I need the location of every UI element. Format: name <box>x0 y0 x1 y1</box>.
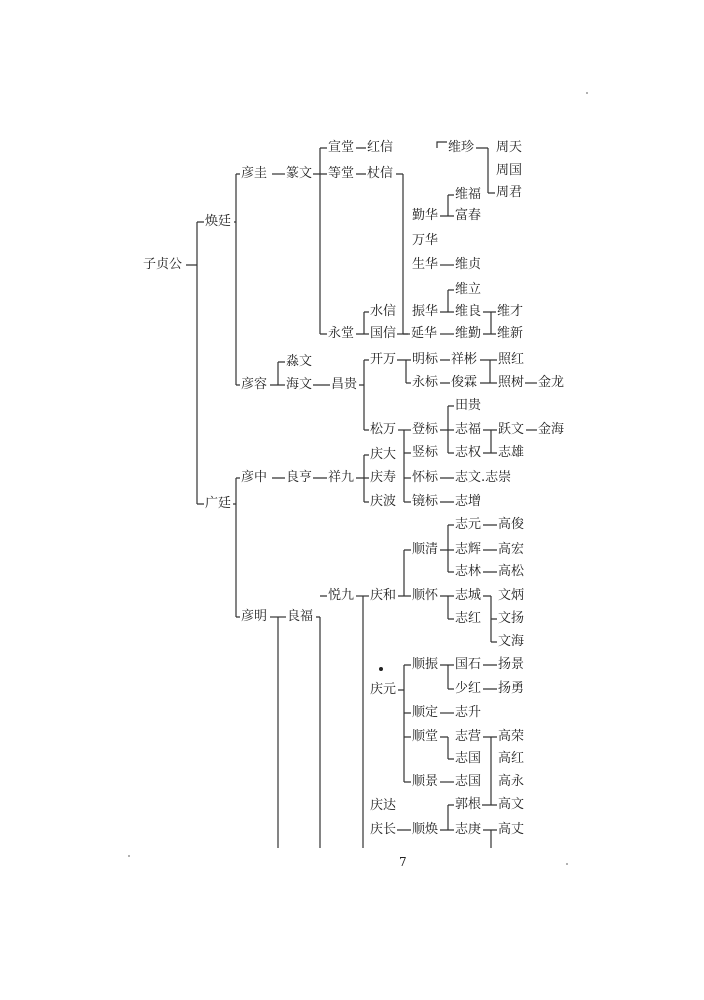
gen6-qingzhang: 庆长 <box>370 822 397 837</box>
gen8-guoshi: 国石 <box>455 657 482 672</box>
gen8-zhiwen-zhichong: 志文.志崇 <box>455 470 512 485</box>
gen6-qingda-a: 庆大 <box>370 447 397 462</box>
gen8-zhigeng: 志庚 <box>455 822 482 837</box>
gen4-liangheng: 良亨 <box>286 470 313 485</box>
gen4-haiwen: 海文 <box>286 377 313 392</box>
gen9-zhoujun: 周君 <box>496 185 523 200</box>
gen8-zhiguo-b: 志国 <box>455 774 482 789</box>
gen8-shaohong: 少红 <box>455 681 482 696</box>
gen7-mingbiao: 明标 <box>412 352 439 367</box>
gen8-zhisheng: 志升 <box>455 705 482 720</box>
gen3-yanzhong: 彦中 <box>241 470 268 485</box>
gen9-gaoyong: 高永 <box>498 774 525 789</box>
gen9-weixin: 维新 <box>497 326 524 341</box>
gen8-junlin: 俊霖 <box>451 375 478 390</box>
gen10-jinlong: 金龙 <box>538 375 565 390</box>
gen7-shunqing: 顺清 <box>412 542 439 557</box>
gen5-xuantang: 宣堂 <box>328 140 355 155</box>
gen7-shunhuan: 顺焕 <box>412 822 439 837</box>
gen8-zhiyuan: 志元 <box>455 517 482 532</box>
gen6-qingbo: 庆波 <box>370 494 397 509</box>
scan-speck <box>566 863 568 865</box>
gen8-weili: 维立 <box>455 282 482 297</box>
gen8-weizhen: 维珍 <box>448 140 475 155</box>
gen8-weifu: 维福 <box>455 187 482 202</box>
gen8-xiangbin: 祥彬 <box>451 352 478 367</box>
root-name: 子贞公 <box>143 257 183 272</box>
gen8-guogen: 郭根 <box>455 797 482 812</box>
gen7-dengbiao: 登标 <box>412 422 439 437</box>
page-number: 7 <box>399 855 407 869</box>
gen7-jianbiao: 竖标 <box>412 445 439 460</box>
scan-speck <box>128 855 130 857</box>
gen8-zhihong: 志红 <box>455 611 482 626</box>
gen8-zhizeng: 志增 <box>455 494 482 509</box>
gen9-gaosong: 高松 <box>498 564 525 579</box>
gen7-jingbiao: 镜标 <box>412 494 439 509</box>
gen7-huaibiao: 怀标 <box>412 470 439 485</box>
gen7-yongbiao: 永标 <box>412 375 439 390</box>
gen6-qingshou: 庆寿 <box>370 470 397 485</box>
gen9-weicai: 维才 <box>497 304 524 319</box>
gen9-zhaohong: 照红 <box>498 352 525 367</box>
gen9-gaowen: 高文 <box>498 797 525 812</box>
gen9-yuewen: 跃文 <box>498 422 525 437</box>
gen8-zhilin: 志林 <box>455 564 482 579</box>
gen9-zhouguo: 周国 <box>496 163 523 178</box>
gen9-gaohong2: 高红 <box>498 751 525 766</box>
gen6-qinghe: 庆和 <box>370 588 397 603</box>
gen9-zhixiong: 志雄 <box>498 445 525 460</box>
gen7-shuntang: 顺堂 <box>412 729 439 744</box>
gen8-zhihui: 志辉 <box>455 542 482 557</box>
gen9-wenhai: 文海 <box>498 634 525 649</box>
gen8-zhiying: 志营 <box>455 729 482 744</box>
gen9-zhoutian: 周天 <box>496 140 523 155</box>
gen2-huanting: 焕廷 <box>205 214 232 229</box>
ink-dot <box>379 667 383 671</box>
gen5-changgui: 昌贵 <box>331 377 358 392</box>
gen3-yanrong: 彦容 <box>241 377 268 392</box>
gen5-yongtang: 永堂 <box>328 326 355 341</box>
gen8-zhicheng: 志城 <box>455 588 482 603</box>
gen5-yuejiu: 悦九 <box>328 588 355 603</box>
gen5-xiangjiu: 祥九 <box>328 470 355 485</box>
gen9-gaorong: 高荣 <box>498 729 525 744</box>
gen9-gaojun: 高俊 <box>498 517 525 532</box>
gen7-shunzhen: 顺振 <box>412 657 439 672</box>
gen6-qingyuan: 庆元 <box>370 682 397 697</box>
gen3-yanming: 彦明 <box>241 609 268 624</box>
gen8-weiqin: 维勤 <box>455 326 482 341</box>
gen9-gaozhang: 高丈 <box>498 822 525 837</box>
gen6-shuixin: 水信 <box>370 304 397 319</box>
gen10-jinhai: 金海 <box>538 422 565 437</box>
gen9-yangyong: 扬勇 <box>498 681 525 696</box>
gen8-zhifu: 志福 <box>455 422 482 437</box>
gen7-shenghua: 生华 <box>412 257 439 272</box>
gen7-shunhuai: 顺怀 <box>412 588 439 603</box>
gen6-songwan: 松万 <box>370 422 397 437</box>
gen6-kaiwan: 开万 <box>370 352 397 367</box>
gen9-zhaoshu: 照树 <box>498 375 525 390</box>
gen8-tiangui: 田贵 <box>455 398 482 413</box>
gen8-zhiquan: 志权 <box>455 445 482 460</box>
gen6-qingda-b: 庆达 <box>370 798 397 813</box>
gen9-yangjing: 扬景 <box>498 657 525 672</box>
gen9-wenbing: 文炳 <box>498 588 525 603</box>
gen9-gaohong: 高宏 <box>498 542 525 557</box>
gen4-miaowen: 淼文 <box>286 354 313 369</box>
gen9-wenyang: 文扬 <box>498 611 525 626</box>
gen4-zhuanwen: 篆文 <box>286 166 313 181</box>
gen6-guoxin: 国信 <box>370 326 397 341</box>
scan-speck <box>586 92 588 94</box>
gen8-weizhen2: 维贞 <box>455 257 482 272</box>
gen6-zhangxin: 杖信 <box>367 166 394 181</box>
gen2-guangting: 广廷 <box>205 496 232 511</box>
gen7-tinghua: 延华 <box>411 326 438 341</box>
gen4-liangfu: 良福 <box>287 609 314 624</box>
gen7-zhenhua: 振华 <box>412 304 439 319</box>
gen7-qinhua: 勤华 <box>412 208 439 223</box>
gen8-zhiguo-a: 志国 <box>455 751 482 766</box>
gen8-fuchun: 富春 <box>455 208 482 223</box>
gen8-weiliang: 维良 <box>455 304 482 319</box>
gen7-wanhua: 万华 <box>412 233 439 248</box>
gen6-hongxin: 红信 <box>367 140 394 155</box>
gen3-yangui: 彦圭 <box>241 166 268 181</box>
gen5-dengtang: 等堂 <box>328 166 355 181</box>
gen7-shunjing: 顺景 <box>412 774 439 789</box>
gen7-shunding: 顺定 <box>412 705 439 720</box>
